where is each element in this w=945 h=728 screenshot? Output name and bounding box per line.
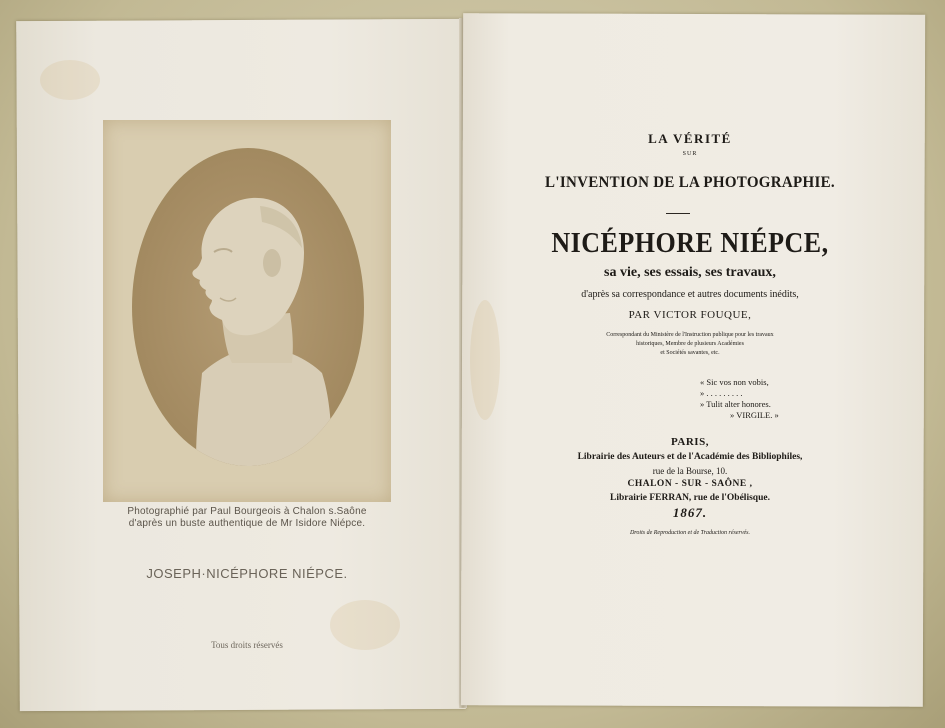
publisher-address: rue de la Bourse, 10.	[652, 466, 728, 476]
right-page	[461, 13, 925, 707]
author-credentials	[535, 331, 845, 358]
oval-portrait	[132, 148, 364, 466]
title-connector: SUR	[682, 151, 698, 157]
epigraph-line: « Sic vos non vobis,	[700, 377, 769, 387]
credentials-line: Correspondant du Ministère de l'Instruction publique pour les travaux	[606, 332, 774, 338]
title-line: L'INVENTION DE LA PHOTOGRAPHIE.	[545, 174, 835, 192]
subject-name: NICÉPHORE NIÉPCE,	[551, 226, 829, 259]
rights-notice: Tous droits réservés	[211, 640, 283, 650]
epigraph-author: » VIRGILE. »	[730, 410, 779, 420]
subtitle: sa vie, ses essais, ses travaux,	[604, 265, 776, 280]
photograph-mount	[103, 120, 391, 502]
credentials-line: historiques, Membre de plusieurs Académies	[636, 341, 744, 347]
foxing-stain	[40, 60, 100, 100]
credentials-line: et Sociétés savantes, etc.	[660, 350, 720, 356]
title-divider	[666, 213, 690, 214]
bust-portrait-image	[132, 148, 364, 466]
reproduction-rights: Droits de Reproduction et de Traduction réservés.	[629, 530, 751, 536]
photo-caption	[103, 506, 391, 530]
publication-city: PARIS,	[671, 436, 709, 448]
publisher-paris: Librairie des Auteurs et de l'Académie des Bibliophiles,	[577, 452, 803, 462]
sources-line: d'après sa correspondance et autres documents inédits,	[581, 289, 799, 300]
epigraph	[700, 377, 840, 421]
publication-year: 1867.	[672, 505, 708, 520]
publisher-chalon: Librairie FERRAN, rue de l'Obélisque.	[610, 493, 770, 503]
plate-name: JOSEPH·NICÉPHORE NIÉPCE.	[146, 566, 348, 581]
title-line: LA VÉRITÉ	[648, 131, 732, 146]
epigraph-line: » Tulit alter honores.	[700, 399, 771, 409]
publication-city: CHALON - SUR - SAÔNE ,	[627, 479, 753, 489]
photo-caption-line: d'après un buste authentique de Mr Isidore Niépce.	[128, 518, 366, 529]
photo-caption-line: Photographié par Paul Bourgeois à Chalon s.Saône	[127, 506, 367, 517]
epigraph-line: » . . . . . . . . .	[700, 388, 743, 398]
foxing-stain	[470, 300, 500, 420]
author-line: PAR VICTOR FOUQUE,	[628, 309, 752, 321]
